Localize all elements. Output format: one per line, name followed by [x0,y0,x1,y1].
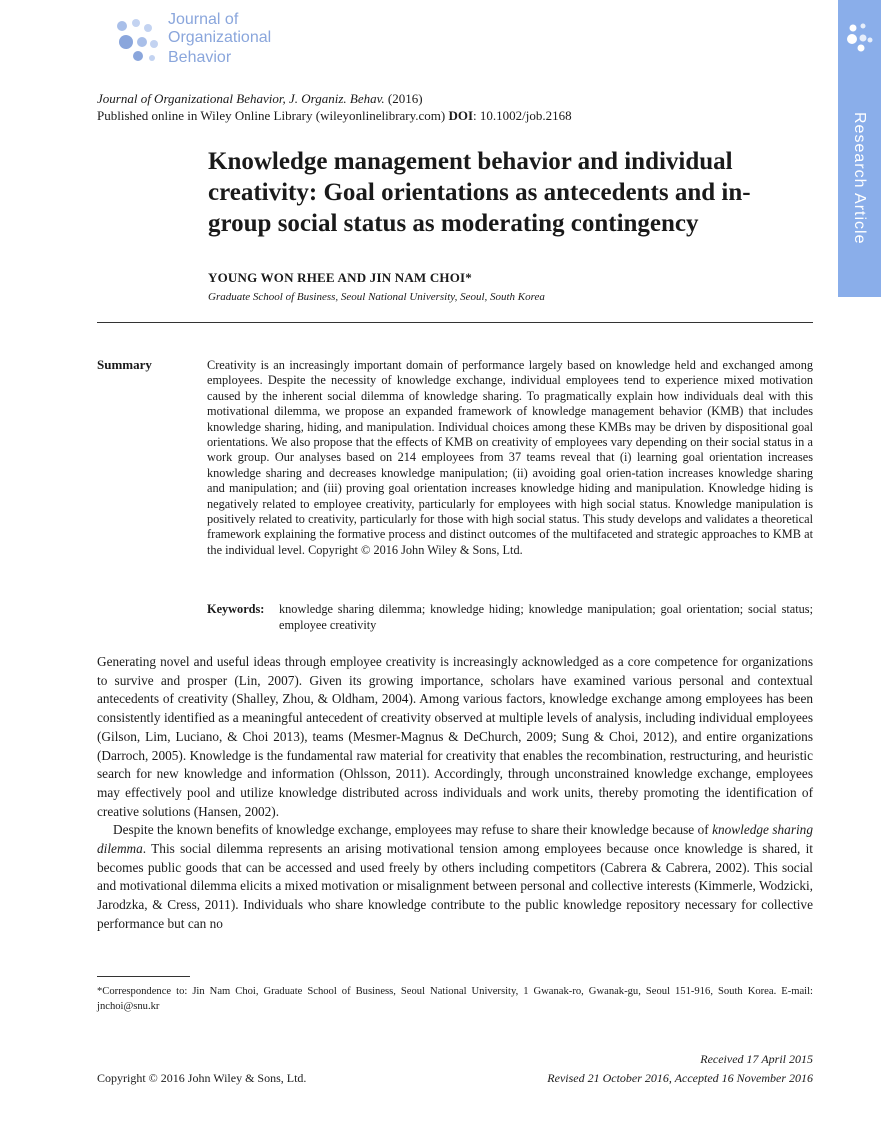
summary-label: Summary [97,357,152,372]
logo-line-1: Journal of [168,11,239,28]
journal-logo-dots-icon [112,14,164,66]
published-online: Published online in Wiley Online Library (wileyonlinelibrary.com) [97,108,446,123]
summary-text: Creativity is an increasingly important domain of performance largely based on knowledge held and exchanged among employees. Despite the necessity of knowledge exchange, individual employees tend to experience mixed motivation caused by the inherent social dilemma of knowledge sharing. To pragmatically explain how individuals deal with this motivational dilemma, we propose an expanded framework of knowledge management behavior (KMB) that includes knowledge sharing, hiding, and manipulation. Individual choices among these KMBs may be driven by dispositional goal orientations. We also propose that the effects of KMB on creativity of employees vary depending on their social status in a work group. Our analyses based on 214 employees from 37 teams reveal that (i) learning goal orientation increases knowledge sharing and decreases knowledge manipulation; (ii) avoiding goal orien-tation increases knowledge sharing and manipulation; and (iii) proving goal orientation increases knowledge hiding and manipulation. Knowledge hiding is negatively related to employee creativity, particularly for employees with high social status. Knowledge manipulation is positively related to creativity, particularly for those with high social status. This study develops and validates a theoretical framework explaining the formative process and distinct outcomes of the multifaceted and strategic approaches to KMB at the individual level. Copyright © 2016 John Wiley & Sons, Ltd. [207,358,813,557]
article-body [97,653,813,934]
copyright-notice: Copyright © 2016 John Wiley & Sons, Ltd. [97,1071,307,1085]
p2-emphasis: knowledge sharing dilemma [97,822,813,857]
article-type-tab [838,0,881,297]
p2-start: Despite the known benefits of knowledge exchange, employees may refuse to share their knowledge because of [113,822,709,838]
authors: YOUNG WON RHEE AND JIN NAM CHOI* [208,270,473,285]
doi-label: DOI [448,108,474,123]
article-type-label: Research Article [851,112,868,245]
publication-line [97,108,572,124]
body-paragraph-1: Generating novel and useful ideas through employee creativity is increasingly acknowledged as a core competence for organizations to survive and prosper (Lin, 2007). Given its growing importance, scholars have examined various personal and contextual antecedents of creativity (Shalley, Zhou, & Oldham, 2004). Among various factors, knowledge exchange among employees has been consistently identified as a meaningful antecedent of creativity observed at multiple levels of analysis, including individual employees (Gilson, Lim, Luciano, & Choi 2013), teams (Mesmer-Magnus & DeChurch, 2009; Sung & Choi, 2012), and entire organizations (Darroch, 2005). Knowledge is the fundamental raw material for creativity that enables the recombination, restructuring, and heuristic search for new knowledge and information (Ohlsson, 2011). Accordingly, through unconstrained knowledge exchange, employees may effectively pool and utilize knowledge distributed across individuals and work units, thereby promoting the identification of creative solutions (Hansen, 2002). [97,654,813,819]
footnote-divider [97,976,190,977]
keywords-text: knowledge sharing dilemma; knowledge hiding; knowledge manipulation; goal orientation; social status; employee creativity [279,602,813,632]
journal-citation [97,91,423,107]
logo-line-2: Organizational [168,29,272,46]
affiliation: Graduate School of Business, Seoul National University, Seoul, South Korea [208,291,545,303]
doi-value: : 10.1002/job.2168 [473,108,572,123]
p2-rest: . This social dilemma represents an arising motivational tension among employees because once knowledge is shared, it becomes public goods that can be accessed and used freely by others including competitors (Cabrera & Cabrera, 2002). This social and motivational dilemma elicits a mixed motivation or misalignment between personal and collective interests (Kimmerle, Wodzicki, Jarodzka, & Cress, 2011). Individuals who share knowledge contribute to the public knowledge repository necessary for collective performance but can no [97,841,813,931]
tab-dots-icon [844,20,874,54]
logo-line-3: Behavior [168,49,232,66]
journal-name: Journal of Organizational Behavior, J. Organiz. Behav. [97,91,385,106]
journal-logo [112,10,302,70]
keywords-label: Keywords: [207,602,265,616]
correspondence-footnote: *Correspondence to: Jin Nam Choi, Graduate School of Business, Seoul National University, 1 Gwanak-ro, Gwanak-gu, Seoul 151-916, South Korea. E-mail: jnchoi@snu.kr [97,986,813,1012]
body-paragraph-2 [97,821,813,933]
journal-year: (2016) [387,91,423,106]
article-title: Knowledge management behavior and individual creativity: Goal orientations as antecedents and in-group social status as moderating contingency [208,148,751,237]
header-divider [97,322,813,323]
revised-accepted-dates: Revised 21 October 2016, Accepted 16 November 2016 [547,1071,813,1085]
received-date: Received 17 April 2015 [700,1052,813,1066]
